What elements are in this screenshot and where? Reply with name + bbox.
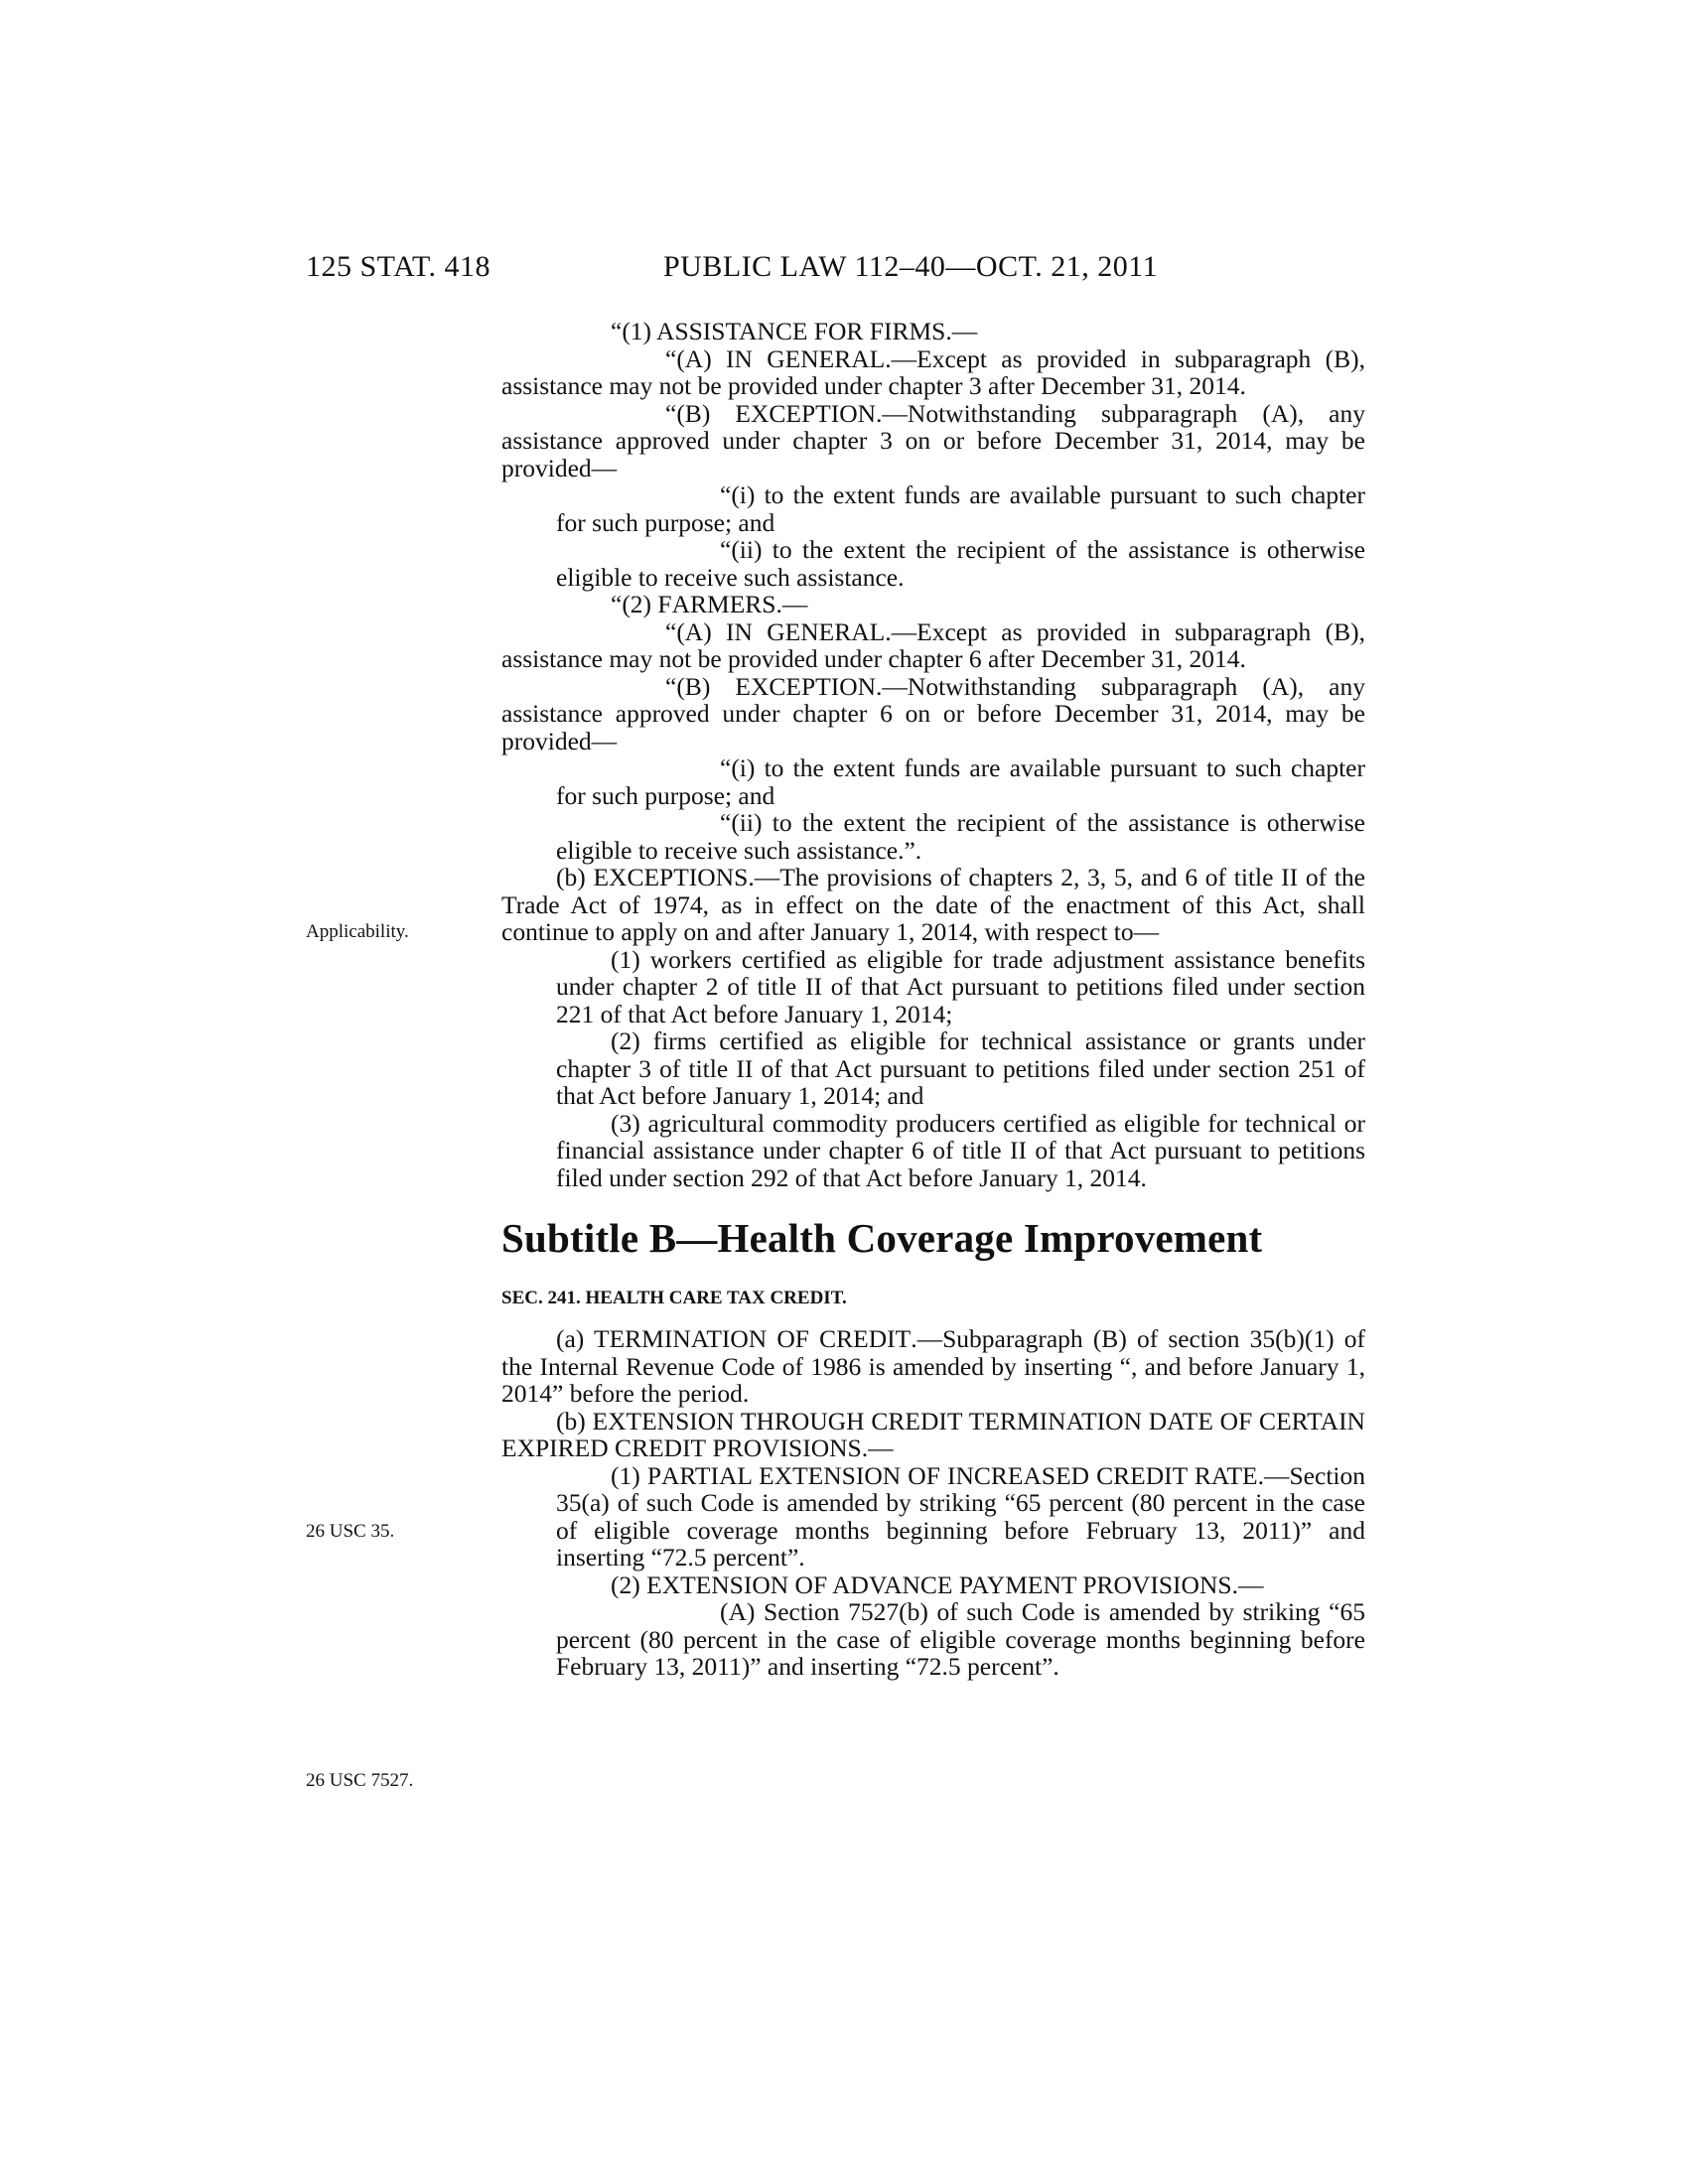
paragraph-workers: (1) workers certified as eligible for trade adjustment assistance benefits under chapter 2 of title II of that Act pursuant to petitions filed under section 221 of that Act before January 1, 2014; [556, 944, 1365, 1028]
stat-page-number: 125 STAT. 418 [306, 250, 492, 283]
paragraph-termination-of-credit: (a) TERMINATION OF CREDIT.—Subparagraph (B) of section 35(b)(1) of the Internal Revenue Code of 1986 is amended by inserting “, and before January 1, 2014” before the period. [501, 1324, 1366, 1408]
paragraph-firms-in-general: “(A) IN GENERAL.—Except as provided in subparagraph (B), assistance may not be provided under chapter 3 after December 31, 2014. [501, 343, 1365, 400]
margin-note-26-usc-7527: 26 USC 7527. [306, 1770, 414, 1791]
paragraph-farmers-clause-ii: “(ii) to the extent the recipient of the assistance is otherwise eligible to receive such assistance.”. [556, 808, 1365, 865]
running-header-title: PUBLIC LAW 112–40—OCT. 21, 2011 [663, 250, 1159, 283]
paragraph-farmers-exception: “(B) EXCEPTION.—Notwithstanding subparagraph (A), any assistance approved under chapter 6 on or before December 31, 2014, may be provided— [501, 671, 1365, 755]
paragraph-agricultural-producers: (3) agricultural commodity producers certified as eligible for technical or financial assistance under chapter 6 of title II of that Act pursuant to petitions filed under section 292 of that Act before January 1, 2014. [556, 1108, 1365, 1192]
paragraph-farmers-in-general: “(A) IN GENERAL.—Except as provided in subparagraph (B), assistance may not be provided under chapter 6 after December 31, 2014. [501, 616, 1365, 673]
section-heading: SEC. 241. HEALTH CARE TAX CREDIT. [501, 1287, 847, 1308]
paragraph-partial-extension: (1) PARTIAL EXTENSION OF INCREASED CREDIT RATE.—Section 35(a) of such Code is amended by striking “65 percent (80 percent in the case of eligible coverage months beginning before February 13, 2011)” and inserting “72.5 percent”. [556, 1460, 1365, 1571]
paragraph-firms-certified: (2) firms certified as eligible for technical assistance or grants under chapter 3 of title II of that Act pursuant to petitions filed under section 251 of that Act before January 1, 2014; and [556, 1026, 1365, 1110]
paragraph-firms-clause-ii: “(ii) to the extent the recipient of the assistance is otherwise eligible to receive such assistance. [556, 535, 1365, 592]
document-body [501, 318, 1365, 1681]
subtitle-heading: Subtitle B—Health Coverage Improvement [501, 1215, 1263, 1261]
paragraph-farmers: “(2) FARMERS.— [611, 590, 808, 618]
margin-note-applicability: Applicability. [306, 921, 409, 942]
paragraph-advance-payment: (2) EXTENSION OF ADVANCE PAYMENT PROVISIONS.— [611, 1570, 1264, 1599]
paragraph-firms-exception: “(B) EXCEPTION.—Notwithstanding subparagraph (A), any assistance approved under chapter 3 on or before December 31, 2014, may be provided— [501, 398, 1365, 482]
paragraph-firms-clause-i: “(i) to the extent funds are available pursuant to such chapter for such purpose; and [556, 480, 1365, 537]
paragraph-farmers-clause-i: “(i) to the extent funds are available pursuant to such chapter for such purpose; and [556, 753, 1365, 810]
margin-note-26-usc-35: 26 USC 35. [306, 1521, 395, 1542]
paragraph-assistance-for-firms: “(1) ASSISTANCE FOR FIRMS.— [611, 317, 978, 345]
paragraph-b-exceptions: (b) EXCEPTIONS.—The provisions of chapters 2, 3, 5, and 6 of title II of the Trade Act of 1974, as in effect on the date of the enactment of this Act, shall continue to apply on and after January 1, 2014, with respect to— [501, 863, 1365, 946]
paragraph-extension-through: (b) EXTENSION THROUGH CREDIT TERMINATION DATE OF CERTAIN EXPIRED CREDIT PROVISIONS.— [501, 1406, 1365, 1462]
paragraph-section-7527: (A) Section 7527(b) of such Code is amended by striking “65 percent (80 percent in the case of eligible coverage months beginning before February 13, 2011)” and inserting “72.5 percent”. [556, 1597, 1365, 1681]
